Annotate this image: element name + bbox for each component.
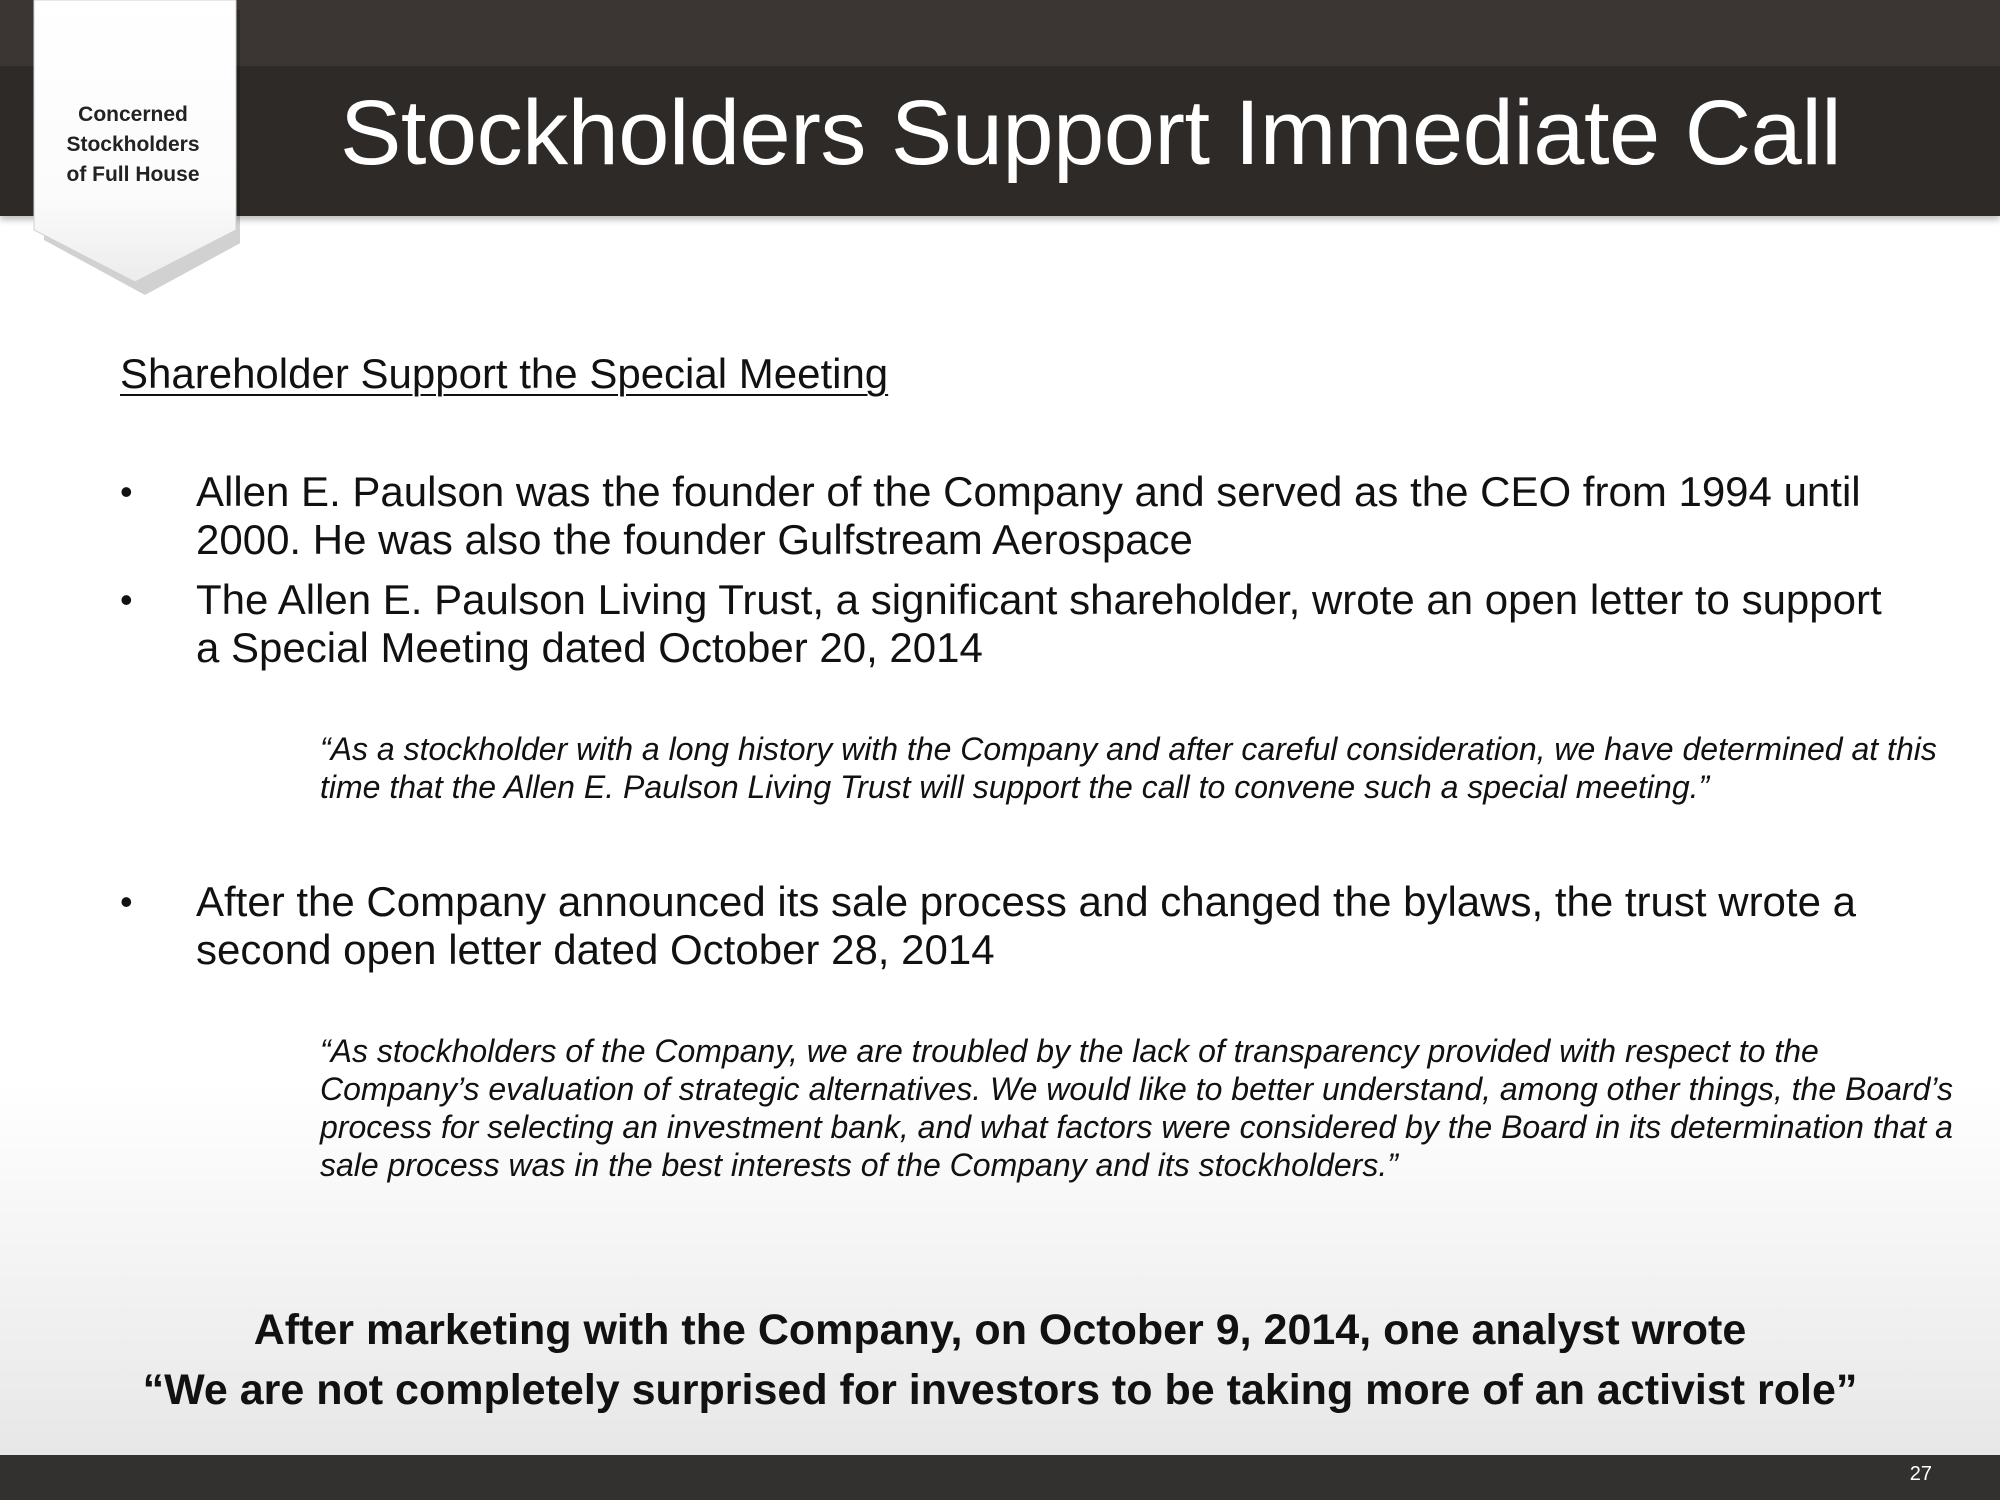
callout-line: After marketing with the Company, on October 9, 2014, one analyst wrote bbox=[253, 1306, 1747, 1354]
bullet-text: Allen E. Paulson was the founder of the Company and served as the CEO from 1994 until 2000. He was also the founder Gulfstream Aerospace bbox=[196, 468, 1861, 563]
footer-bar bbox=[0, 1455, 2000, 1500]
section-subheading: Shareholder Support the Special Meeting bbox=[120, 350, 889, 397]
bullet-item bbox=[120, 878, 1900, 974]
top-strip bbox=[0, 0, 2000, 66]
callout-quote: “We are not completely surprised for investors to be taking more of an activist role” bbox=[142, 1366, 1858, 1414]
organization-name-line: of Full House bbox=[66, 163, 200, 186]
analyst-callout bbox=[0, 1300, 2000, 1420]
bullet-text: After the Company announced its sale process and changed the bylaws, the trust wrote a second open letter dated October 28, 2014 bbox=[196, 878, 1856, 973]
organization-tab bbox=[30, 0, 240, 300]
title-bar bbox=[0, 66, 2000, 216]
organization-name-line: Stockholders bbox=[66, 133, 200, 156]
organization-name bbox=[48, 100, 218, 190]
quote-block: “As a stockholder with a long history with the Company and after careful consideration, we have determined at this time that the Allen E. Paulson Living Trust will support the call to convene such a special meeting.” bbox=[320, 731, 1937, 805]
bullet-item bbox=[120, 468, 1900, 564]
quote-block: “As stockholders of the Company, we are troubled by the lack of transparency provided with respect to the Company’s evaluation of strategic alternatives. We would like to better understand, among other things, the Board’s process for selecting an investment bank, and what factors were considered by the Board in its determination that a sale process was in the best interests of the Company and its stockholders.” bbox=[320, 1033, 1953, 1183]
bullet-marker: • bbox=[120, 471, 133, 512]
bullet-marker: • bbox=[120, 579, 133, 620]
page-number: 27 bbox=[1909, 1463, 1932, 1485]
slide-title: Stockholders Support Immediate Call bbox=[340, 82, 1842, 184]
bullet-marker: • bbox=[120, 881, 133, 922]
bullet-item bbox=[120, 576, 1900, 672]
organization-name-line: Concerned bbox=[78, 103, 188, 126]
bullet-text: The Allen E. Paulson Living Trust, a significant shareholder, wrote an open letter to support a Special Meeting dated October 20, 2014 bbox=[196, 576, 1882, 671]
slide-content bbox=[120, 350, 1953, 1234]
